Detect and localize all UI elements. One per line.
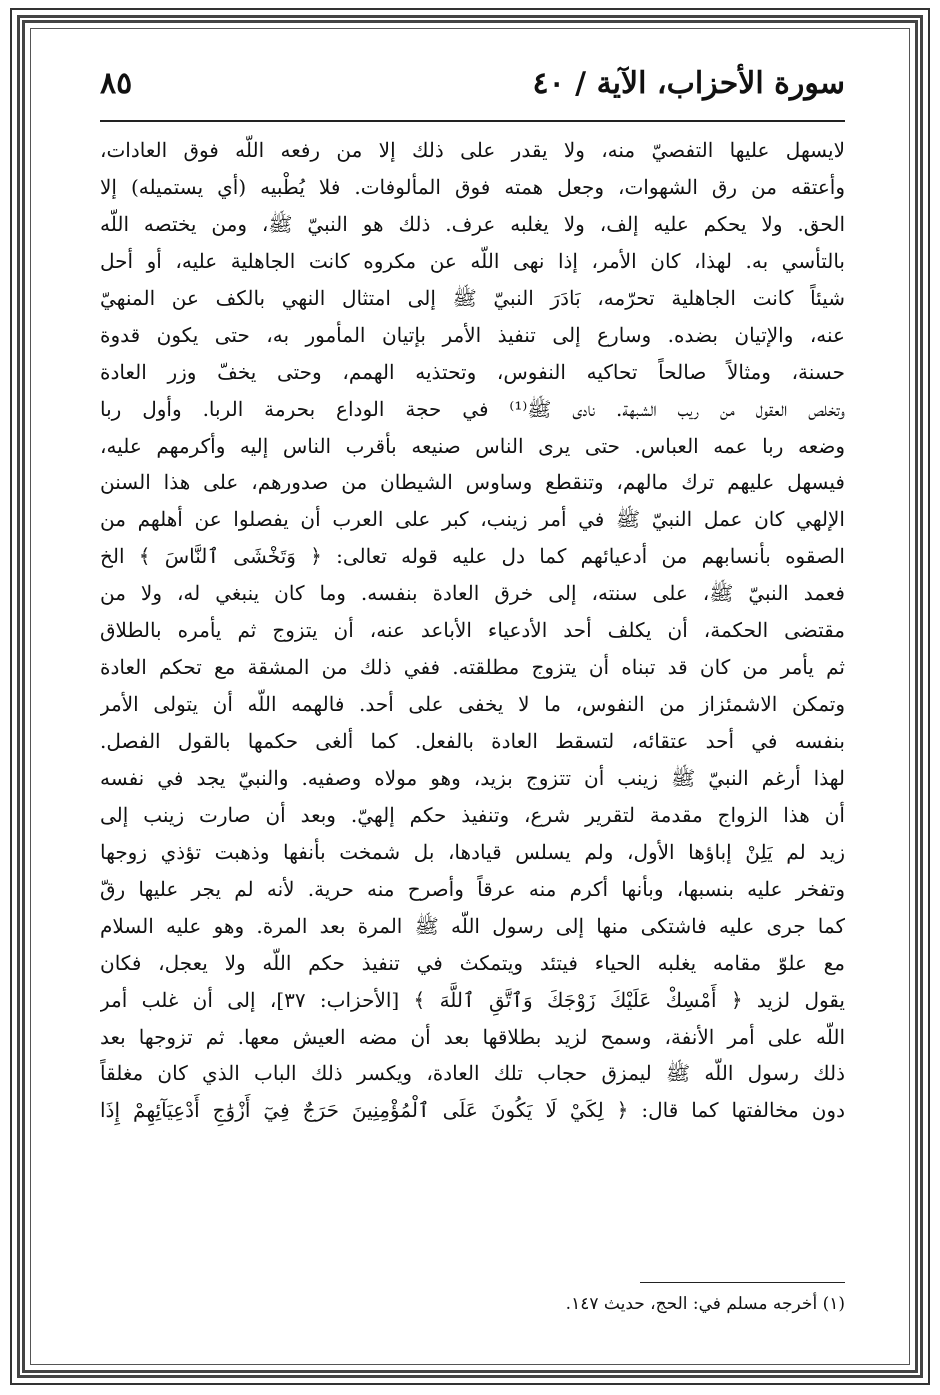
body-line: شيئاً كانت الجاهلية تحرّمه، بَادَرَ النبيّ ﷺ إلى امتثال النهي بالكف عن المنهيّ xyxy=(100,285,845,310)
surah-title: سورة الأحزاب، الآية / ٤٠ xyxy=(532,66,845,101)
body-line: وتفخر عليه بنسبها، وبأنها أكرم منه عرقاً وأصرح منه حرية. لأنه لم يجر عليها رقّ xyxy=(100,876,845,901)
footnote: (١) أخرجه مسلم في: الحج، حديث ١٤٧. xyxy=(565,1294,845,1314)
body-line: وتخلص العقول من ريب الشبهة. نادى ﷺ⁽¹⁾ في حجة الوداع بحرمة الربا. وأول ربا xyxy=(100,396,845,421)
header-divider xyxy=(100,120,845,122)
body-line: الإلهي كان عمل النبيّ ﷺ في أمر زينب، كبر على العرب أن يفصلوا عن أهلهم من xyxy=(100,507,845,532)
body-line: مع علوّ مقامه يغلبه الحياء فيتئد ويتمكث في تنفيذ حكم اللّه ولا يعجل، فكان xyxy=(100,950,845,975)
body-line: زيد لم يَلِنْ إباؤها الأول، ولم يسلس قيادها، بل شمخت بأنفها وذهبت تؤذي زوجها xyxy=(100,839,845,864)
body-line: لايسهل عليها التفصيّ منه، ولا يقدر على ذلك إلا من رفعه اللّه فوق العادات، xyxy=(100,138,845,162)
body-line: وأعتقه من رق الشهوات، وجعل همته فوق المألوفات. فلا يُطْبيه (أي يستميله) إلا xyxy=(100,174,845,199)
body-line: لهذا أرغم النبيّ ﷺ زينب أن تتزوج بزيد، وهو مولاه وصفيه. والنبيّ يجد في نفسه xyxy=(100,765,845,790)
body-line: كما جرى عليه فاشتكى منها إلى رسول اللّه ﷺ المرة بعد المرة. وهو عليه السلام xyxy=(100,913,845,938)
body-line: بالتأسي به. لهذا، كان الأمر، إذا نهى اللّه عن مكروه كانت الجاهلية عليه، أو أحل xyxy=(100,248,845,273)
body-line: وضعه ربا عمه العباس. حتى يرى الناس صنيعه بأقرب الناس إليه وأكرمهم عليه، xyxy=(100,433,845,458)
body-line: اللّه على أمر الأنفة، وسمح لزيد بطلاقها بعد أن مضه العيش معها. ثم تزوجها بعد xyxy=(100,1024,845,1049)
body-line: وتمكن الاشمئزاز من النفوس، ما لا يخفى على أحد. فالهمه اللّه أن يتولى الأمر xyxy=(100,692,845,717)
body-line: ثم يأمر من كان قد تبناه أن يتزوج مطلقته. ففي ذلك من المشقة مع تحكم العادة xyxy=(100,655,845,680)
body-line: أن هذا الزواج مقدمة لتقرير شرع، وتنفيذ حكم إلهيّ. وبعد أن صارت زينب إلى xyxy=(100,802,845,827)
body-line: فعمد النبيّ ﷺ، على سنته، إلى خرق العادة بنفسه. وما كان ينبغي له، ولا من xyxy=(100,581,845,606)
body-line: دون مخالفتها كما قال: ﴿ لِكَيْ لَا يَكُونَ عَلَى ٱلْمُؤْمِنِينَ حَرَجٌ فِيٓ أَزْوَٰجِ أَدْعِيَآئِهِمْ إِذَا xyxy=(100,1098,845,1123)
body-line: الصقوه بأنسابهم من أدعيائهم كما دل عليه قوله تعالى: ﴿ وَتَخْشَى ٱلنَّاسَ ﴾ الخ xyxy=(100,544,845,569)
body-line: حسنة، ومثالاً صالحاً تحاكيه النفوس، وتحتذيه الهمم، وحتى يخفّ وزر العادة xyxy=(100,359,845,384)
body-line: يقول لزيد ﴿ أَمْسِكْ عَلَيْكَ زَوْجَكَ وَٱتَّقِ ٱللَّهَ ﴾ [الأحزاب: ٣٧]، إلى أن غلب أمر xyxy=(100,987,845,1012)
body-line: الحق. ولا يحكم عليه إلف، ولا يغلبه عرف. ذلك هو النبيّ ﷺ، ومن يختصه اللّه xyxy=(100,211,845,236)
body-line: بنفسه في أحد عتقائه، لتسقط العادة بالفعل. كما ألغى حكمها بالقول الفصل. xyxy=(100,729,845,753)
body-line: مقتضى الحكمة، أن يكلف أحد الأدعياء الأباعد عنه، أن يتزوج ثم يأمره بالطلاق xyxy=(100,618,845,643)
body-line: ذلك رسول اللّه ﷺ ليمزق حجاب تلك العادة، ويكسر ذلك الباب الذي كان مغلقاً xyxy=(100,1061,845,1086)
page-header xyxy=(100,66,845,116)
footnote-divider xyxy=(640,1282,845,1283)
body-line: فيسهل عليهم ترك مالهم، وتنقطع وساوس الشيطان من صدورهم، على هذا السنن xyxy=(100,470,845,495)
page-number: ٨٥ xyxy=(100,66,133,101)
body-text xyxy=(100,132,845,1129)
body-line: عنه، والإتيان بضده. وسارع إلى تنفيذ الأمر بإتيان المأمور به، حتى يكون قدوة xyxy=(100,322,845,347)
